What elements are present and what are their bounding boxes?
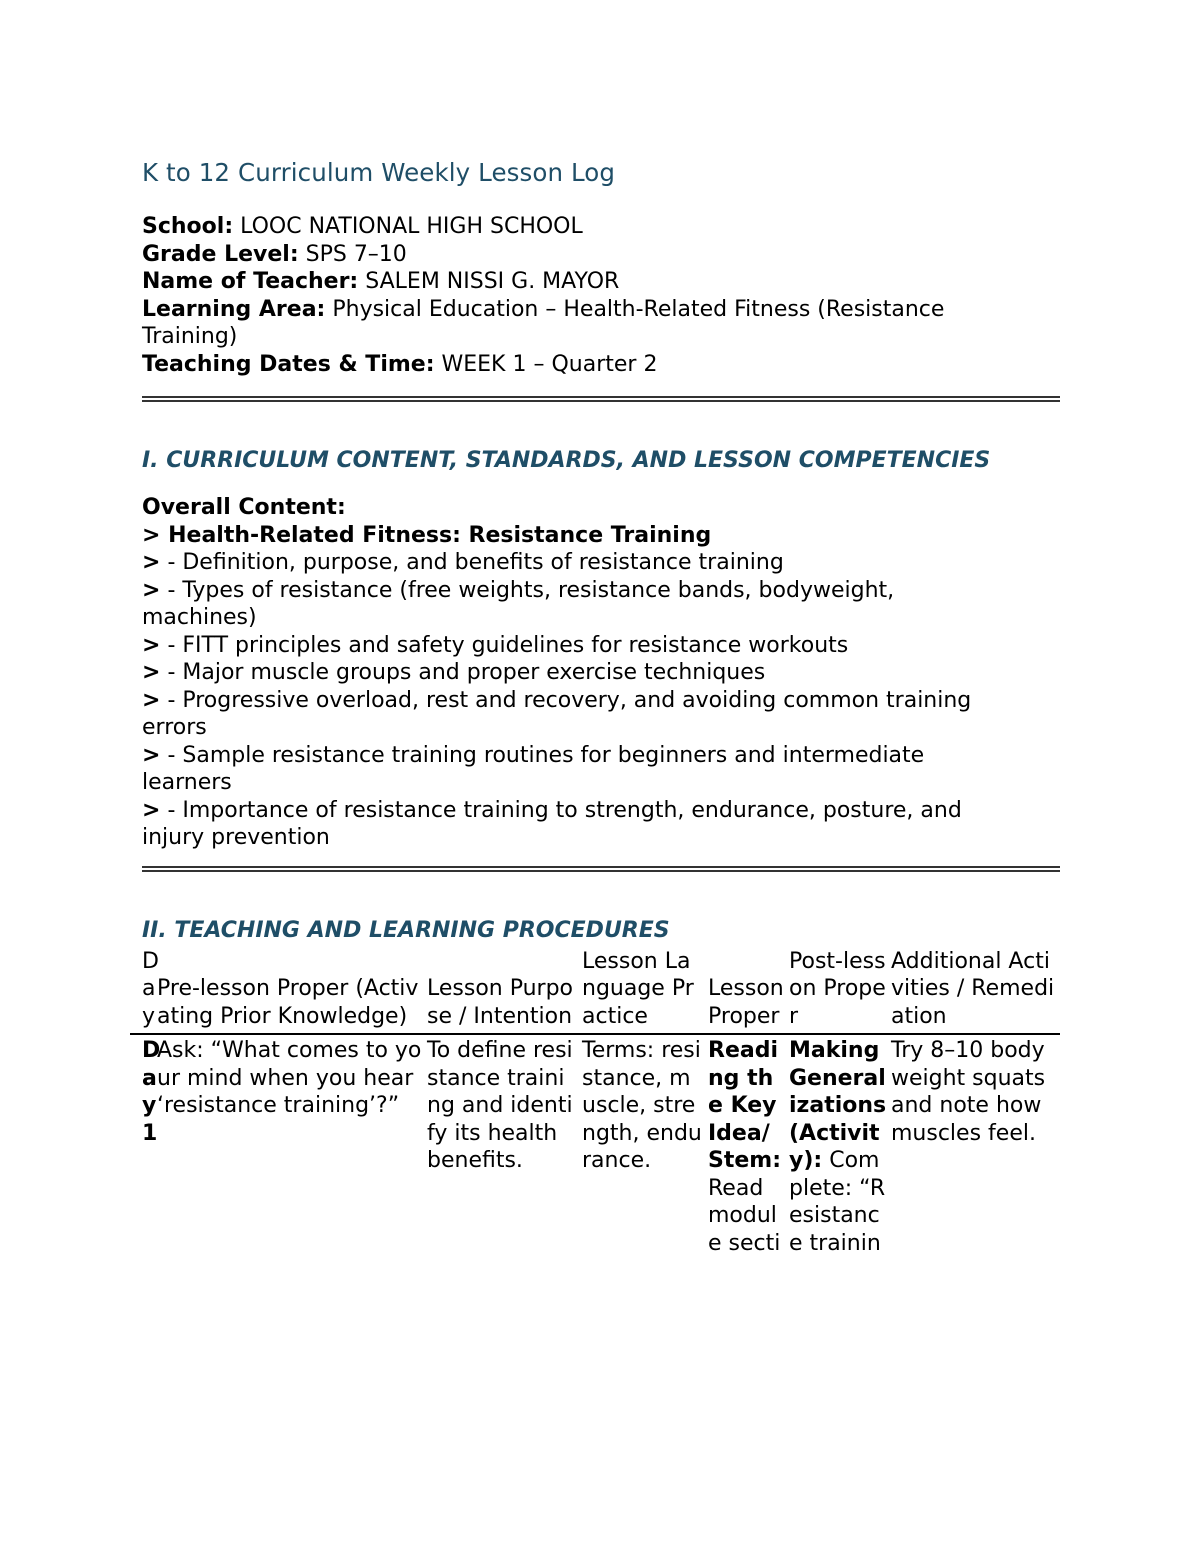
overall-content (142, 494, 1060, 852)
list-item: > - Types of resistance (free weights, resistance bands, bodyweight, machines) (142, 577, 895, 630)
meta-teacher: Name of Teacher: SALEM NISSI G. MAYOR (142, 269, 620, 294)
list-item: > - Definition, purpose, and benefits of resistance training (142, 550, 784, 575)
meta-school: School: LOOC NATIONAL HIGH SCHOOL (142, 214, 583, 239)
lesson-log-page (142, 155, 1060, 1257)
day-cell: Day 1 (142, 1038, 161, 1146)
column-header-day: Day (130, 948, 157, 1035)
column-header-pre-lesson: Pre-lesson Proper (Activating Prior Knowledge) (157, 948, 427, 1035)
list-item: > - Major muscle groups and proper exercise techniques (142, 660, 766, 685)
document-title: K to 12 Curriculum Weekly Lesson Log (142, 158, 616, 187)
additional-activities-cell: Try 8–10 bodyweight squats and note how muscles feel. (891, 1038, 1046, 1146)
list-item: > - Importance of resistance training to strength, endurance, posture, and injury prevention (142, 797, 962, 850)
section-2-heading: II. TEACHING AND LEARNING PROCEDURES (142, 917, 670, 943)
lesson-proper-cell: Reading the Key Idea/Stem: Read module secti (708, 1038, 782, 1256)
list-item: > - Progressive overload, rest and recovery, and avoiding common training errors (142, 687, 972, 740)
post-lesson-cell: Making Generalizations (Activity): Complete: “Resistance trainin (789, 1038, 887, 1256)
column-header-post-lesson: Post-lesson Proper (789, 948, 891, 1035)
section-1-heading: I. CURRICULUM CONTENT, STANDARDS, AND LESSON COMPETENCIES (142, 448, 991, 473)
column-header-purpose: Lesson Purpose / Intention (427, 948, 582, 1035)
section-divider (142, 396, 1060, 402)
list-item: > - Sample resistance training routines for beginners and intermediate learners (142, 742, 925, 795)
column-header-lesson-proper: Lesson Proper (708, 948, 789, 1035)
section-divider (142, 866, 1060, 872)
meta-grade-level: Grade Level: SPS 7–10 (142, 241, 407, 267)
pre-lesson-cell: Ask: “What comes to your mind when you hear ‘resistance training’?” (157, 1038, 422, 1118)
meta-teaching-dates: Teaching Dates & Time: WEEK 1 – Quarter 2 (142, 351, 658, 377)
list-item: > - FITT principles and safety guidelines for resistance workouts (142, 632, 849, 658)
procedures-table (130, 948, 1060, 1258)
overall-content-label: Overall Content: (142, 495, 346, 520)
language-practice-cell: Terms: resistance, muscle, strength, endurance. (582, 1038, 702, 1173)
meta-learning-area: Learning Area: Physical Education – Health-Related Fitness (Resistance Training) (142, 296, 945, 349)
table-header-row (130, 948, 1060, 1035)
meta-block (142, 213, 1060, 378)
purpose-cell: To define resistance training and identify its health benefits. (427, 1038, 573, 1173)
table-row (130, 1034, 1060, 1257)
column-header-additional: Additional Activities / Remediation (891, 948, 1060, 1035)
main-topic: > Health-Related Fitness: Resistance Training (142, 522, 712, 548)
column-header-language-practice: Lesson Language Practice (582, 948, 708, 1035)
